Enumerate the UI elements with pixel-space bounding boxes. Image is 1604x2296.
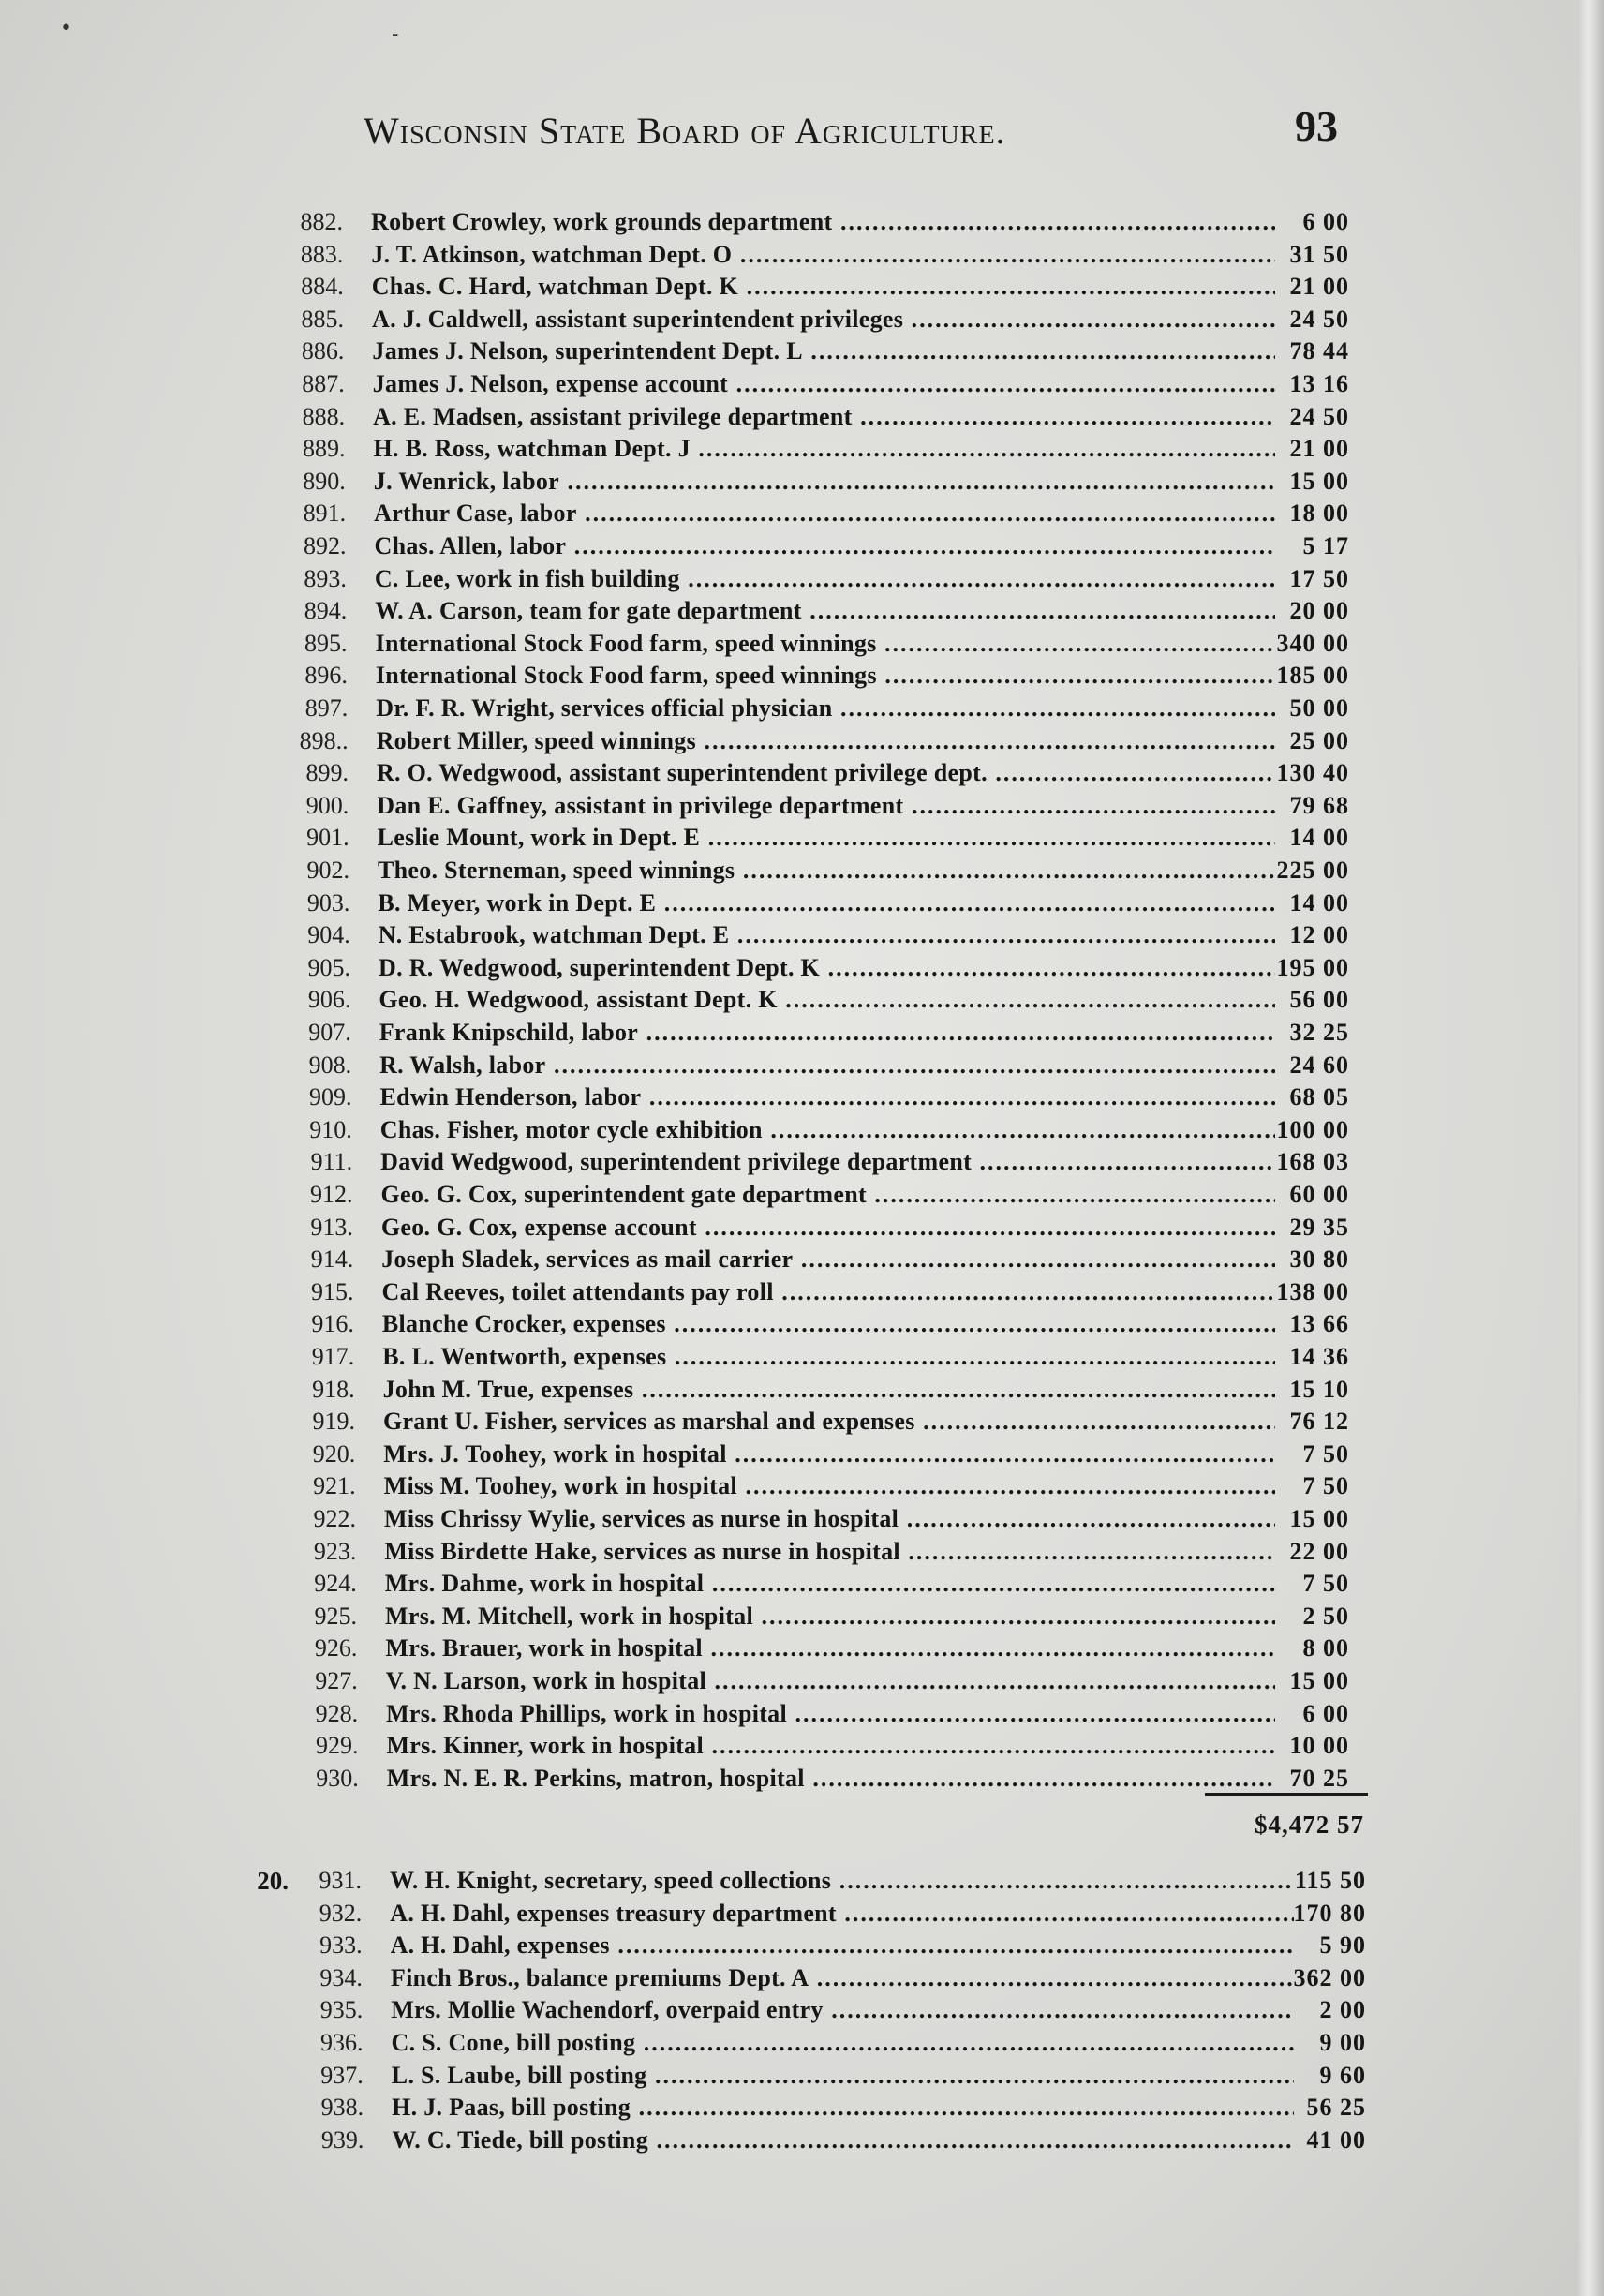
entry-number: 931. — [319, 1867, 362, 1894]
entry-description: A. H. Dahl, expenses treasury department ..... — [390, 1898, 1294, 1930]
entry-amount: 15 10 — [1289, 1375, 1349, 1403]
ledger-row — [279, 757, 1375, 789]
entry-amount: 2 50 — [1302, 1602, 1349, 1630]
entry-amount: 6 00 — [1302, 208, 1349, 235]
entry-description: Mrs. J. Toohey, work in hospital ..... — [383, 1439, 1275, 1470]
entry-amount: 12 00 — [1289, 921, 1349, 949]
entry-amount: 76 12 — [1289, 1408, 1349, 1436]
ledger-row — [286, 1406, 1382, 1438]
ledger-row — [283, 1114, 1379, 1146]
entry-description: A. H. Dahl, expenses ..... — [391, 1930, 1294, 1961]
entry-number: 921. — [313, 1472, 356, 1500]
entry-number: 893. — [304, 564, 347, 592]
entry-amount: 340 00 — [1276, 629, 1349, 657]
entry-amount: 100 00 — [1276, 1115, 1349, 1143]
entry-amount: 30 80 — [1289, 1245, 1349, 1274]
ledger-row — [275, 401, 1372, 433]
entry-number: 899. — [305, 759, 349, 787]
ledger-row — [289, 1665, 1385, 1697]
entry-description: Miss Birdette Hake, services as nurse in hospital ..... — [384, 1536, 1275, 1568]
ledger-row — [278, 693, 1374, 724]
ledger-row — [282, 1017, 1378, 1049]
ledger-row — [275, 271, 1371, 303]
entry-amount: 50 00 — [1289, 694, 1349, 722]
ledger-row — [287, 1536, 1383, 1568]
entry-description: Edwin Henderson, labor ..... — [379, 1081, 1275, 1113]
entry-description: Mrs. Mollie Wachendorf, overpaid entry ..... — [391, 1994, 1294, 2026]
entry-number: 926. — [314, 1634, 358, 1662]
entry-amount: 70 25 — [1289, 1764, 1349, 1792]
ledger-row — [285, 1341, 1381, 1373]
entry-description: Mrs. Kinner, work in hospital ..... — [386, 1730, 1275, 1762]
entry-amount: 185 00 — [1276, 662, 1349, 690]
entry-amount: 21 00 — [1289, 435, 1349, 463]
entry-number: 923. — [313, 1537, 357, 1565]
ledger-row — [286, 1439, 1382, 1470]
entry-description: James J. Nelson, expense account ..... — [373, 368, 1275, 400]
entry-amount: 115 50 — [1294, 1867, 1366, 1894]
entry-amount: 362 00 — [1293, 1963, 1366, 1991]
entry-number: 886. — [301, 337, 345, 365]
entry-description: Miss Chrissy Wylie, services as nurse in hospital ..... — [384, 1503, 1275, 1535]
entry-amount: 2 00 — [1319, 1996, 1366, 2024]
entry-number: 913. — [310, 1213, 353, 1241]
ledger-row — [275, 433, 1372, 465]
entry-number: 888. — [302, 402, 346, 430]
entry-number: 915. — [311, 1277, 354, 1305]
entry-number: 890. — [303, 467, 346, 495]
scan-speck: - — [392, 22, 399, 46]
entry-amount: 7 50 — [1302, 1570, 1349, 1598]
entry-description: Cal Reeves, toilet attendants pay roll ..... — [382, 1276, 1275, 1308]
entry-description: James J. Nelson, superintendent Dept. L ..... — [372, 335, 1275, 367]
entry-number: 908. — [308, 1051, 352, 1079]
entry-description: Chas. Allen, labor ..... — [375, 530, 1276, 562]
ledger-row — [288, 1601, 1384, 1633]
entry-description: John M. True, expenses ..... — [383, 1374, 1275, 1406]
ledger-row — [277, 530, 1374, 562]
entry-amount: 24 50 — [1289, 305, 1349, 333]
ledger-row — [282, 1081, 1378, 1113]
entry-number: 935. — [319, 1996, 364, 2024]
entry-amount: 9 00 — [1319, 2029, 1366, 2056]
ledger-row — [281, 952, 1377, 984]
entry-amount: 168 03 — [1276, 1148, 1349, 1176]
entry-description: Arthur Case, labor ..... — [374, 498, 1275, 529]
entry-number: 900. — [305, 791, 349, 819]
entry-amount: 8 00 — [1302, 1634, 1349, 1662]
entry-description: J. Wenrick, labor ..... — [374, 466, 1275, 498]
ledger-row — [284, 1179, 1380, 1211]
entry-description: Chas. C. Hard, watchman Dept. K ..... — [372, 271, 1275, 303]
entry-number: 919. — [312, 1408, 355, 1436]
entry-description: Dr. F. R. Wright, services official physician ..... — [376, 693, 1275, 724]
entry-number: 930. — [316, 1764, 359, 1792]
entry-description: Frank Knipschild, labor ..... — [379, 1017, 1275, 1049]
entry-description: Dan E. Gaffney, assistant in privilege department ..... — [377, 790, 1275, 822]
entry-description: B. Meyer, work in Dept. E ..... — [378, 887, 1275, 919]
entry-description: Finch Bros., balance premiums Dept. A ..... — [391, 1962, 1294, 1994]
ledger-row — [275, 304, 1371, 335]
ledger-row — [284, 1244, 1380, 1275]
entry-description: A. J. Caldwell, assistant superintendent privileges ..... — [372, 304, 1275, 335]
entry-amount: 56 25 — [1306, 2094, 1366, 2122]
ledger-row — [293, 1962, 1389, 1994]
ledger-row — [278, 628, 1374, 660]
entry-amount: 24 50 — [1289, 402, 1349, 430]
entry-description: C. S. Cone, bill posting ..... — [392, 2027, 1295, 2059]
entry-description: R. O. Wedgwood, assistant superintendent privilege dept. ..... — [377, 757, 1275, 789]
entry-description: V. N. Larson, work in hospital ..... — [386, 1665, 1275, 1697]
entry-number: 929. — [315, 1732, 359, 1760]
entry-number: 936. — [320, 2029, 364, 2056]
entry-number: 897. — [304, 694, 349, 722]
entry-amount: 7 50 — [1302, 1439, 1349, 1468]
running-title: Wisconsin State Board of Agriculture. — [364, 110, 1006, 152]
entry-description: Theo. Sterneman, speed winnings ..... — [378, 855, 1275, 887]
entry-number: 924. — [314, 1570, 357, 1598]
entry-number: 920. — [312, 1439, 356, 1468]
subtotal-rule — [1205, 1793, 1368, 1796]
entry-number: 889. — [302, 435, 346, 463]
entry-amount: 6 00 — [1302, 1699, 1349, 1727]
entry-number: 911. — [310, 1148, 353, 1176]
entry-description: Miss M. Toohey, work in hospital ..... — [384, 1470, 1275, 1502]
entry-description: Mrs. N. E. R. Perkins, matron, hospital ..... — [387, 1763, 1275, 1795]
entry-amount: 68 05 — [1289, 1083, 1349, 1111]
ledger-row — [293, 1994, 1389, 2026]
entry-description: International Stock Food farm, speed winnings ..... — [376, 628, 1275, 660]
entry-amount: 22 00 — [1289, 1537, 1349, 1565]
entry-description: B. L. Wentworth, expenses ..... — [382, 1341, 1275, 1373]
entry-number: 938. — [320, 2094, 364, 2122]
ledger-row — [290, 1763, 1386, 1795]
ledger-row — [283, 1146, 1379, 1178]
date-marker: 20. — [257, 1867, 289, 1895]
entry-description: W. C. Tiede, bill posting ..... — [392, 2125, 1294, 2156]
entry-amount: 15 00 — [1289, 1505, 1349, 1532]
entry-number: 928. — [315, 1699, 359, 1727]
entry-description: Geo. H. Wedgwood, assistant Dept. K ..... — [379, 984, 1275, 1016]
entry-number: 906. — [307, 986, 351, 1014]
entry-description: Blanche Crocker, expenses ..... — [382, 1308, 1275, 1340]
entry-amount: 170 80 — [1293, 1899, 1366, 1927]
entry-amount: 78 44 — [1289, 337, 1349, 365]
entry-description: J. T. Atkinson, watchman Dept. O ..... — [371, 239, 1275, 271]
entry-number: 925. — [314, 1602, 358, 1630]
ledger-row — [275, 368, 1372, 400]
entry-amount: 21 00 — [1289, 273, 1349, 301]
page-number: 93 — [1295, 102, 1338, 150]
entry-amount: 225 00 — [1276, 857, 1349, 884]
ledger-row — [285, 1276, 1381, 1308]
entry-description: Robert Crowley, work grounds department ..... — [371, 206, 1275, 238]
entry-amount: 14 00 — [1289, 888, 1349, 917]
entry-number: 898.. — [299, 726, 349, 754]
entry-amount: 60 00 — [1289, 1181, 1349, 1208]
entry-description: R. Walsh, labor ..... — [379, 1050, 1275, 1081]
entry-description: W. A. Carson, team for gate department ..... — [375, 595, 1275, 627]
ledger-row — [274, 239, 1370, 271]
ledger-row — [294, 2125, 1390, 2156]
entry-number: 896. — [304, 662, 348, 690]
entry-number: 882. — [300, 208, 343, 235]
entry-number: 922. — [313, 1505, 356, 1532]
entry-number: 934. — [319, 1963, 363, 1991]
ledger-row — [294, 2092, 1390, 2124]
entry-amount: 15 00 — [1289, 1667, 1349, 1694]
entry-number: 905. — [307, 953, 351, 981]
entry-amount: 15 00 — [1289, 467, 1349, 495]
ledger-row — [280, 855, 1376, 887]
entry-description: Mrs. Brauer, work in hospital ..... — [385, 1633, 1275, 1664]
entry-amount: 17 50 — [1289, 564, 1349, 592]
entry-amount: 56 00 — [1289, 986, 1349, 1014]
entry-description: International Stock Food farm, speed winnings ..... — [376, 660, 1275, 692]
page-edge — [1578, 0, 1604, 2296]
entry-description: L. S. Laube, bill posting ..... — [392, 2060, 1294, 2092]
entry-description: Mrs. Rhoda Phillips, work in hospital ..... — [386, 1698, 1275, 1730]
entry-amount: 13 16 — [1289, 370, 1349, 397]
ledger-row — [276, 466, 1373, 498]
entry-amount: 79 68 — [1289, 791, 1349, 819]
ledger-row — [278, 660, 1374, 692]
ledger-row — [277, 563, 1374, 595]
entry-description: N. Estabrook, watchman Dept. E ..... — [379, 919, 1275, 951]
entry-description: C. Lee, work in fish building ..... — [375, 563, 1275, 595]
entry-number: 895. — [304, 629, 348, 657]
page-header — [364, 101, 1347, 167]
entry-amount: 20 00 — [1289, 597, 1349, 625]
ledger-row — [292, 1898, 1389, 1930]
entry-number: 932. — [319, 1899, 363, 1927]
ledger-row — [277, 595, 1374, 627]
entry-number: 883. — [300, 240, 344, 268]
entry-amount: 14 00 — [1289, 824, 1349, 852]
entry-description: Geo. G. Cox, superintendent gate department ..... — [381, 1179, 1276, 1211]
entry-number: 884. — [301, 273, 344, 301]
entry-amount: 9 60 — [1319, 2061, 1366, 2089]
entry-number: 933. — [319, 1931, 363, 1960]
scan-speck: • — [60, 17, 72, 40]
ledger-row — [275, 335, 1371, 367]
entry-amount: 25 00 — [1289, 726, 1349, 754]
ledger-row — [279, 725, 1375, 757]
ledger-row — [274, 206, 1370, 238]
entry-amount: 130 40 — [1276, 759, 1349, 787]
entry-number: 909. — [308, 1083, 352, 1111]
entry-description: Grant U. Fisher, services as marshal and expenses ..... — [383, 1406, 1275, 1438]
entry-number: 894. — [304, 597, 348, 625]
entry-number: 937. — [320, 2061, 364, 2089]
entry-amount: 14 36 — [1289, 1343, 1349, 1370]
ledger-row — [281, 984, 1377, 1016]
entry-number: 892. — [304, 532, 347, 559]
entry-amount: 13 66 — [1289, 1310, 1349, 1338]
entry-number: 891. — [303, 499, 347, 528]
ledger-row — [286, 1374, 1382, 1406]
entry-amount: 29 35 — [1289, 1213, 1349, 1241]
ledger-row — [279, 790, 1375, 822]
entry-number: 903. — [306, 888, 350, 917]
ledger-row — [289, 1730, 1385, 1762]
entry-number: 885. — [301, 305, 345, 333]
ledger-row — [289, 1698, 1385, 1730]
subtotal-amount: $4,472 57 — [1255, 1811, 1364, 1839]
entry-number: 887. — [302, 370, 345, 397]
entry-number: 939. — [320, 2125, 364, 2154]
entry-description: Leslie Mount, work in Dept. E ..... — [378, 822, 1275, 854]
ledger-row — [276, 498, 1373, 529]
entry-number: 902. — [306, 857, 349, 884]
entry-number: 910. — [309, 1115, 352, 1143]
entry-number: 907. — [308, 1019, 351, 1046]
ledger-row — [280, 887, 1376, 919]
entry-amount: 5 17 — [1302, 532, 1349, 559]
ledger-row — [287, 1470, 1383, 1502]
ledger-row — [285, 1308, 1381, 1340]
entry-description: Mrs. M. Mitchell, work in hospital ..... — [385, 1601, 1275, 1633]
entry-description: Robert Miller, speed winnings ..... — [377, 725, 1275, 757]
ledger-row — [280, 822, 1376, 854]
entry-description: D. R. Wedgwood, superintendent Dept. K ..... — [379, 952, 1275, 984]
entry-amount: 5 90 — [1319, 1931, 1366, 1960]
entry-amount: 41 00 — [1306, 2125, 1366, 2154]
entry-number: 916. — [311, 1310, 354, 1338]
entry-amount: 18 00 — [1289, 499, 1349, 528]
ledger-row — [293, 1930, 1389, 1961]
entry-number: 927. — [315, 1667, 358, 1694]
ledger-row — [294, 2060, 1390, 2092]
entry-description: Chas. Fisher, motor cycle exhibition ..... — [380, 1114, 1275, 1146]
entry-description: H. J. Paas, bill posting ..... — [392, 2092, 1294, 2124]
entry-description: Geo. G. Cox, expense account ..... — [381, 1212, 1275, 1244]
entry-amount: 31 50 — [1289, 240, 1349, 268]
entry-number: 904. — [307, 921, 350, 949]
entry-description: W. H. Knight, secretary, speed collections ..... — [390, 1865, 1294, 1897]
entry-amount: 138 00 — [1276, 1277, 1349, 1305]
ledger-row — [288, 1568, 1384, 1600]
entry-amount: 24 60 — [1289, 1051, 1349, 1079]
entry-number: 917. — [311, 1343, 355, 1370]
entry-amount: 195 00 — [1276, 953, 1349, 981]
entry-description: David Wedgwood, superintendent privilege department ..... — [380, 1146, 1275, 1178]
ledger-row — [281, 919, 1377, 951]
entry-amount: 10 00 — [1289, 1732, 1349, 1760]
ledger-row — [284, 1212, 1380, 1244]
entry-number: 912. — [310, 1181, 353, 1208]
entry-number: 914. — [310, 1245, 354, 1274]
entry-number: 918. — [312, 1375, 355, 1403]
ledger-row — [288, 1633, 1384, 1664]
entry-description: A. E. Madsen, assistant privilege department ..... — [373, 401, 1275, 433]
entry-amount: 32 25 — [1289, 1019, 1349, 1046]
entry-description: H. B. Ross, watchman Dept. J ..... — [373, 433, 1275, 465]
entry-amount: 7 50 — [1302, 1472, 1349, 1500]
ledger-row — [292, 1865, 1389, 1897]
ledger-row — [287, 1503, 1383, 1535]
entry-description: Joseph Sladek, services as mail carrier ..... — [381, 1244, 1275, 1275]
entry-description: Mrs. Dahme, work in hospital ..... — [385, 1568, 1275, 1600]
ledger-row — [294, 2027, 1390, 2059]
ledger-row — [282, 1050, 1378, 1081]
entry-number: 901. — [306, 824, 349, 852]
